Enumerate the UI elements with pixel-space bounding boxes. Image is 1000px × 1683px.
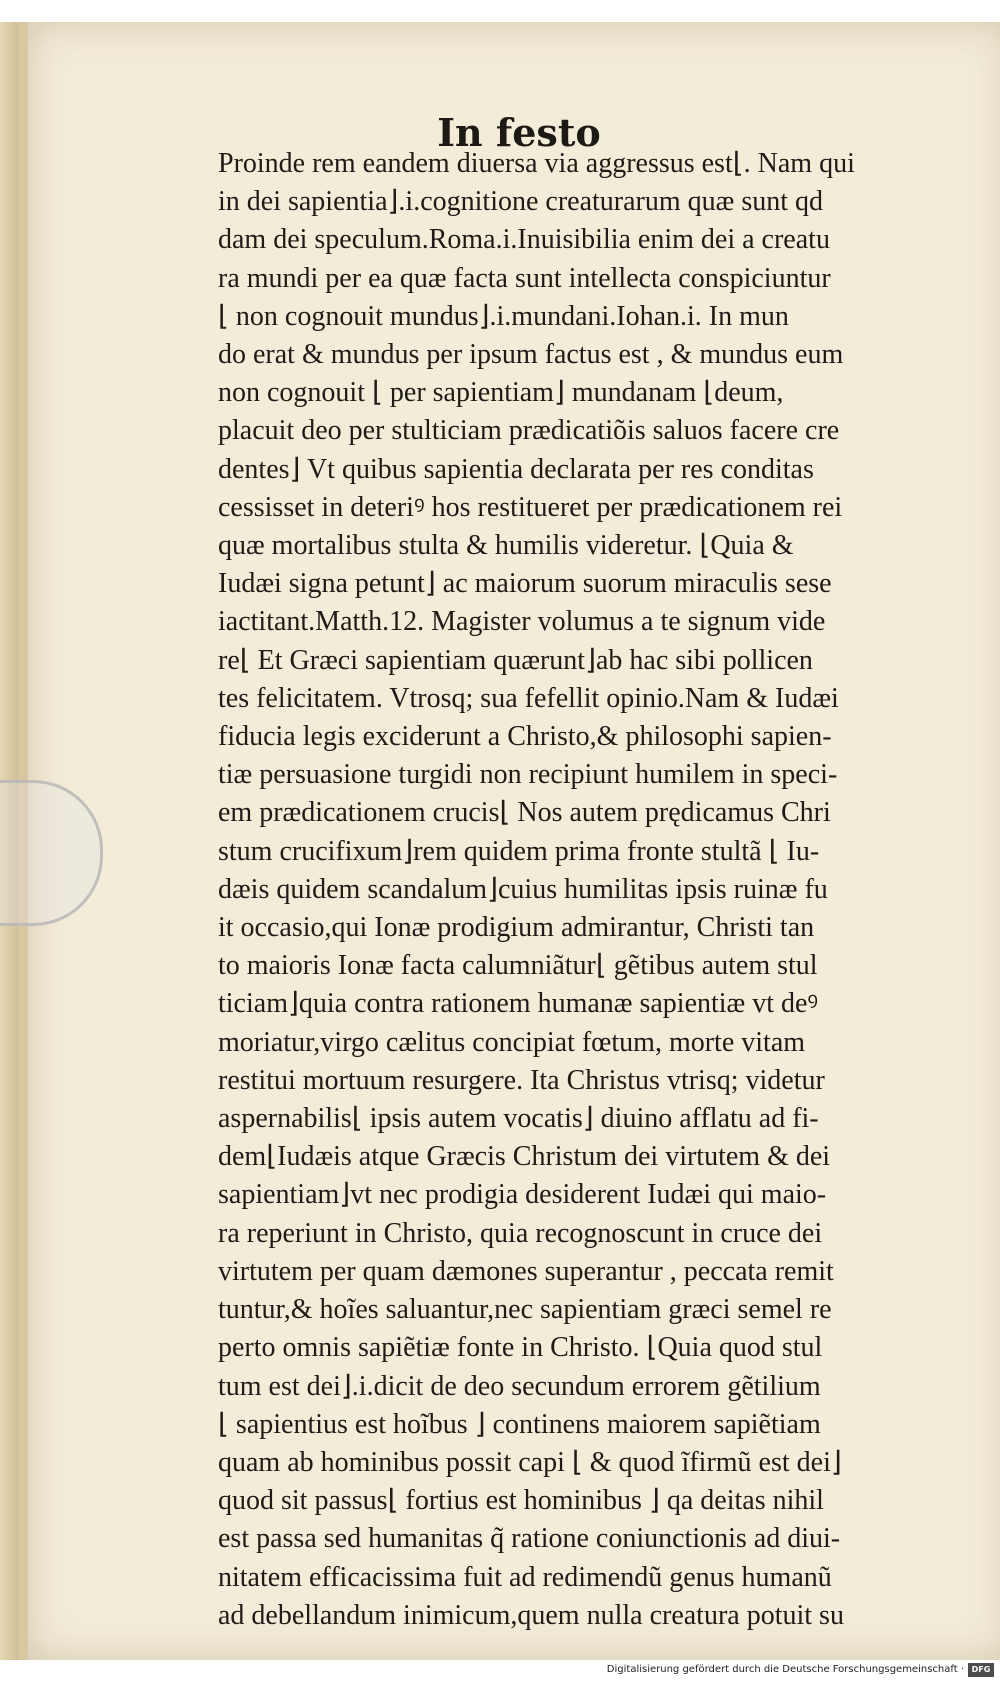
text-line: ⌊ sapientius est hoĩbus ⌋ continens maiorem sapiẽtiam xyxy=(218,1408,821,1440)
text-line: restitui mortuum resurgere. Ita Christus vtrisq; videtur xyxy=(218,1064,825,1096)
running-head: In festo xyxy=(437,110,601,155)
text-line: dæis quidem scandalum⌋cuius humilitas ipsis ruinæ fu xyxy=(218,873,828,905)
text-line: Proinde rem eandem diuersa via aggressus est⌊. Nam qui xyxy=(218,148,855,179)
text-line: dem⌊Iudæis atque Græcis Christum dei virtutem & dei xyxy=(218,1141,831,1173)
text-line: iactitant.Matth.12. Magister volumus a te signum vide xyxy=(218,606,826,638)
text-line: quam ab hominibus possit capi ⌊ & quod ĩfirmũ est dei⌋ xyxy=(218,1446,842,1478)
page-body-text xyxy=(218,145,958,1635)
text-line: dam dei speculum.Roma.i.Inuisibilia enim dei a creatu xyxy=(218,224,830,256)
text-line: moriatur,virgo cælitus concipiat fœtum, morte vitam xyxy=(218,1026,806,1058)
dfg-logo: DFG xyxy=(968,1663,994,1677)
text-line: re⌊ Et Græci sapientiam quærunt⌋ab hac sibi pollicen xyxy=(218,644,813,676)
text-line: dentes⌋ Vt quibus sapientia declarata per res conditas xyxy=(218,453,814,485)
text-line: cessisset in deteriꝰ hos restitueret per prædicationem rei xyxy=(218,491,843,523)
text-line: ra mundi per ea quæ facta sunt intellecta conspiciuntur xyxy=(218,262,831,294)
text-line: non cognouit ⌊ per sapientiam⌋ mundanam ⌊deum, xyxy=(218,377,784,409)
text-line: ra reperiunt in Christo, quia recognoscunt in cruce dei xyxy=(218,1217,823,1249)
text-line: ad debellandum inimicum,quem nulla creatura potuit su xyxy=(218,1599,844,1631)
text-line: em prædicationem crucis⌊ Nos autem prędicamus Chri xyxy=(218,797,831,829)
text-line: it occasio,qui Ionæ prodigium admirantur, Christi tan xyxy=(218,912,815,944)
text-line: est passa sed humanitas q̃ ratione coniunctionis ad diui- xyxy=(218,1523,841,1555)
text-line: aspernabilis⌊ ipsis autem vocatis⌋ diuino afflatu ad fi- xyxy=(218,1103,819,1135)
text-line: tiæ persuasione turgidi non recipiunt humilem in speci- xyxy=(218,759,838,791)
funding-credit: Digitalisierung gefördert durch die Deutsche Forschungsgemeinschaft · xyxy=(606,1664,964,1675)
digitization-footer xyxy=(0,1660,1000,1683)
text-line: ⌊ non cognouit mundus⌋.i.mundani.Iohan.i. In mun xyxy=(218,300,789,332)
text-line: quod sit passus⌊ fortius est hominibus ⌋ qa deitas nihil xyxy=(218,1485,824,1517)
text-line: placuit deo per stulticiam prædicatiõis saluos facere cre xyxy=(218,415,840,447)
text-line: quæ mortalibus stulta & humilis videretur. ⌊Quia & xyxy=(218,530,794,562)
text-line: tes felicitatem. Vtrosq; sua fefellit opinio.Nam & Iudæi xyxy=(218,682,839,714)
text-line: fiducia legis exciderunt a Christo,& philosophi sapien- xyxy=(218,721,832,753)
text-line: Iudæi signa petunt⌋ ac maiorum suorum miraculis sese xyxy=(218,568,832,600)
text-line: stum crucifixum⌋rem quidem prima fronte stultã ⌊ Iu- xyxy=(218,835,820,867)
text-line: perto omnis sapiẽtiæ fonte in Christo. ⌊Quia quod stul xyxy=(218,1332,823,1364)
text-line: tuntur,& hoĩes saluantur,nec sapientiam græci semel re xyxy=(218,1294,832,1326)
text-line: nitatem efficacissima fuit ad redimendũ genus humanũ xyxy=(218,1561,832,1593)
text-line: virtutem per quam dæmones superantur , peccata remit xyxy=(218,1255,834,1287)
text-line: tum est dei⌋.i.dicit de deo secundum errorem gẽtilium xyxy=(218,1370,821,1402)
text-line: in dei sapientia⌋.i.cognitione creaturarum quæ sunt qd xyxy=(218,186,823,218)
text-line: to maioris Ionæ facta calumniãtur⌊ gẽtibus autem stul xyxy=(218,950,818,982)
text-line: do erat & mundus per ipsum factus est , & mundus eum xyxy=(218,339,844,371)
text-line: ticiam⌋quia contra rationem humanæ sapientiæ vt deꝰ xyxy=(218,988,819,1020)
text-line: sapientiam⌋vt nec prodigia desiderent Iudæi qui maio- xyxy=(218,1179,827,1211)
